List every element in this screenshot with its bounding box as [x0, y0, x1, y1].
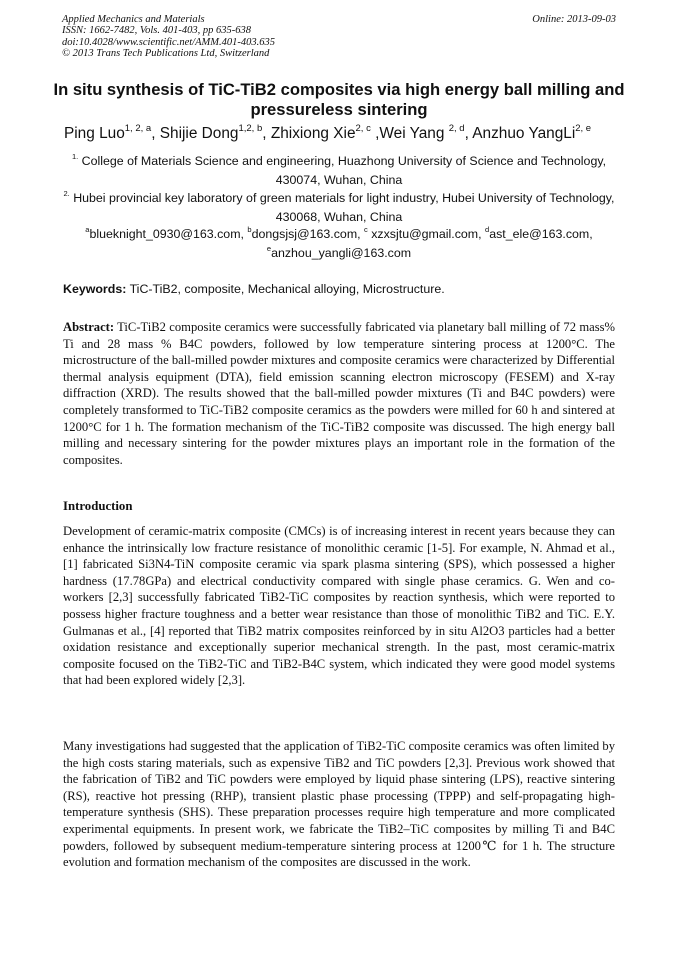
doi-line: doi:10.4028/www.scientific.net/AMM.401-403.635	[62, 36, 275, 48]
keywords-text: TiC-TiB2, composite, Mechanical alloying, Microstructure.	[129, 282, 445, 296]
author-affiliation-sup: 2, d	[448, 123, 465, 134]
online-date: Online: 2013-09-03	[532, 14, 616, 25]
author-name: Zhixiong Xie	[270, 125, 356, 142]
affiliation-1	[62, 152, 616, 189]
issn-line: ISSN: 1662-7482, Vols. 401-403, pp 635-638	[62, 25, 251, 37]
author-separator: ,	[464, 125, 473, 142]
email-sup: d	[485, 225, 490, 234]
email-sup: e	[266, 243, 272, 253]
email-link[interactable]: blueknight_0930@163.com,	[89, 227, 248, 241]
email-link[interactable]: dongsjsj@163.com,	[251, 227, 365, 241]
abstract	[63, 319, 615, 468]
email-link[interactable]: ast_ele@163.com,	[489, 227, 593, 241]
author-affiliation-sup: 1,2, b	[238, 123, 263, 134]
author-separator: ,	[151, 125, 160, 142]
author-name: Anzhuo YangLi	[472, 125, 576, 142]
affiliation-text: College of Materials Science and engineering, Huazhong University of Science and Technology, 430074, Wuhan, China	[81, 154, 607, 187]
email-link[interactable]: anzhou_yangli@163.com	[271, 245, 412, 260]
affiliation-marker: 2.	[63, 189, 70, 198]
author-affiliation-sup: 2, e	[575, 123, 592, 134]
journal-header	[62, 14, 616, 60]
abstract-text: TiC-TiB2 composite ceramics were successfully fabricated via planetary ball milling of 72 mass% Ti and 28 mass % B4C powders, followed by low temperature sintering process at 1200°C. The microstructure of the ball-milled powder mixtures and composite ceramics were characterized by Differential thermal analysis equipment (DTA), field emission scanning electron microscopy (FESEM) and X-ray diffraction (XRD). The results showed that the ball-milled powder mixtures (Ti and B4C powders) were completely transformed to TiC-TiB2 composite ceramics as the powders were milled for 60 h and sintered at 1200°C for 1 h. The formation mechanism of the TiC-TiB2 composite was discussed. The high energy ball milling and necessary sintering for the powder mixtures plays an important role in the formation of the composites.	[63, 320, 616, 467]
introduction-paragraph-1: Development of ceramic-matrix composite (CMCs) is of increasing interest in recent years because they can enhance the intrinsically low fracture resistance of monolithic ceramic [1-5]. For example, N. Ahmad et al., [1] fabricated Si3N4-TiN composite ceramic via spark plasma sintering (SPS), which possessed a higher hardness (17.78GPa) and electrical conductivity compared with single phase ceramics. G. Wen and co-workers [2,3] successfully fabricated TiB2-TiC composites by reaction synthesis, which were reported to possess higher fracture toughness and a better wear resistance than those of monolithic TiB2 and TiC. E.Y. Gulmanas et al., [4] reported that TiB2 matrix composites reinforced by in situ Al2O3 particles had a better oxidation resistance and exceptionally superior mechanical strength. In the past, most ceramic-matrix composite focused on the TiB2-TiC and TiB2-B4C system, which indicated they were good model systems that had been explored widely [2,3].	[63, 524, 615, 688]
keywords-line	[63, 281, 617, 297]
author-list	[64, 124, 644, 144]
email-sup: b	[247, 225, 252, 234]
author-affiliation-sup: 2, c	[355, 123, 371, 134]
author-name: Shijie Dong	[159, 125, 239, 142]
email-link[interactable]: xzxsjtu@gmail.com,	[367, 227, 486, 241]
affiliation-text: Hubei provincial key laboratory of green materials for light industry, Hubei University of Technology, 430068, Wuhan, China	[73, 191, 615, 224]
author-separator: ,	[370, 125, 380, 142]
email-list	[62, 225, 616, 262]
paper-title: In situ synthesis of TiC-TiB2 composites via high energy ball milling and pressureless sintering	[53, 80, 625, 119]
abstract-label: Abstract:	[63, 320, 115, 334]
email-sup: a	[85, 225, 90, 234]
author-name: Wei Yang	[379, 125, 449, 142]
introduction-heading: Introduction	[63, 499, 133, 513]
keywords-label: Keywords:	[63, 282, 127, 296]
copyright-line: © 2013 Trans Tech Publications Ltd, Switzerland	[62, 48, 270, 60]
email-sup: c	[364, 225, 368, 234]
journal-name: Applied Mechanics and Materials	[62, 14, 205, 25]
affiliation-2	[62, 189, 616, 226]
introduction-paragraph-2: Many investigations had suggested that the application of TiB2-TiC composite ceramics was often limited by the high costs staring materials, such as expensive TiB2 and TiC powders [2,3]. Previous work showed that the fabrication of TiB2 and TiC powders were employed by liquid phase sintering (LPS), reactive sintering (RS), reactive hot pressing (RHP), transient plastic phase processing (TPPP) and self-propagating high-temperature synthesis (SHS). These preparation processes require high temperature and more complicated experimental equipments. In present work, we fabricate the TiB2–TiC composites by milling Ti and B4C powders, followed by subsequent medium-temperature sintering process at 1200℃ for 1 h. The structure evolution and formation mechanism of the composites are discussed in the work.	[63, 739, 615, 870]
author-name: Ping Luo	[64, 125, 125, 142]
affiliation-marker: 1.	[71, 152, 79, 161]
author-affiliation-sup: 1, 2, a	[124, 123, 152, 134]
author-separator: ,	[262, 125, 271, 142]
